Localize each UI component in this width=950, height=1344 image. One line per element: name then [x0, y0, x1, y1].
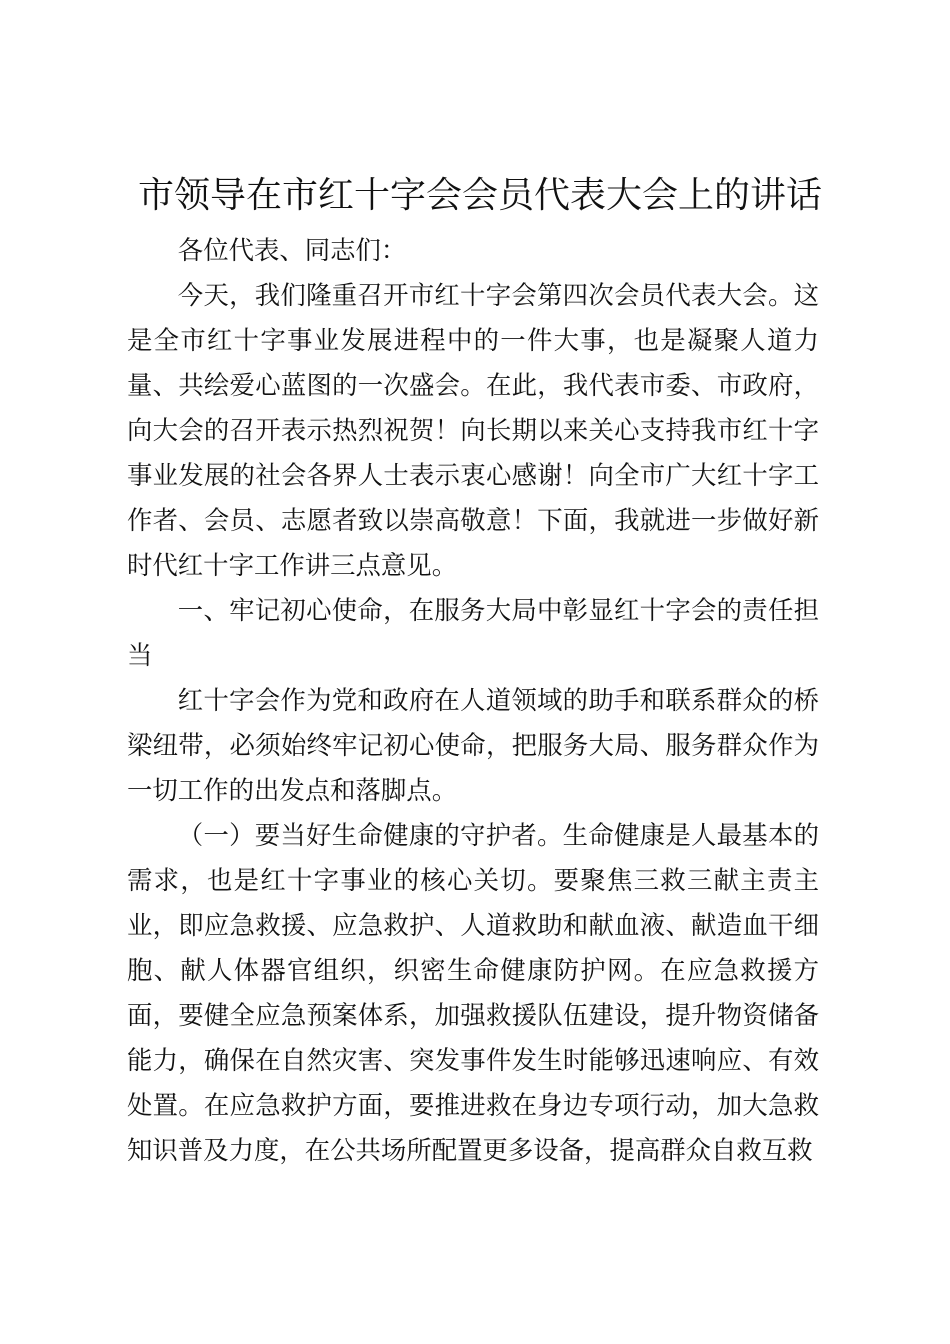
section-heading-1: 一、牢记初心使命，在服务大局中彰显红十字会的责任担当 — [127, 595, 819, 670]
paragraph-subsection-1: （一）要当好生命健康的守护者。生命健康是人最基本的需求，也是红十字事业的核心关切。要聚焦三救三献主责主业，即应急救援、应急救护、人道救助和献血液、献造血干细胞、献人体器官组织，织密生命健康防护网。在应急救援方面，要健全应急预案体系，加强救援队伍建设，提升物资储备能力，确保在自然灾害、突发事件发生时能够迅速响应、有效处置。在应急救护方面，要推进救在身边专项行动，加大急救知识普及力度，在公共场所配置更多设备，提高群众自救互救 — [127, 820, 819, 1165]
document-body — [127, 228, 819, 1173]
document-title: 市领导在市红十字会会员代表大会上的讲话 — [137, 175, 822, 216]
paragraph-section-1-intro: 红十字会作为党和政府在人道领域的助手和联系群众的桥梁纽带，必须始终牢记初心使命，把服务大局、服务群众作为一切工作的出发点和落脚点。 — [127, 685, 819, 805]
salutation: 各位代表、同志们： — [177, 235, 407, 265]
paragraph-opening: 今天，我们隆重召开市红十字会第四次会员代表大会。这是全市红十字事业发展进程中的一件大事，也是凝聚人道力量、共绘爱心蓝图的一次盛会。在此，我代表市委、市政府，向大会的召开表示热烈祝贺！向长期以来关心支持我市红十字事业发展的社会各界人士表示衷心感谢！向全市广大红十字工作者、会员、志愿者致以崇高敬意！下面，我就进一步做好新时代红十字工作讲三点意见。 — [127, 280, 819, 580]
